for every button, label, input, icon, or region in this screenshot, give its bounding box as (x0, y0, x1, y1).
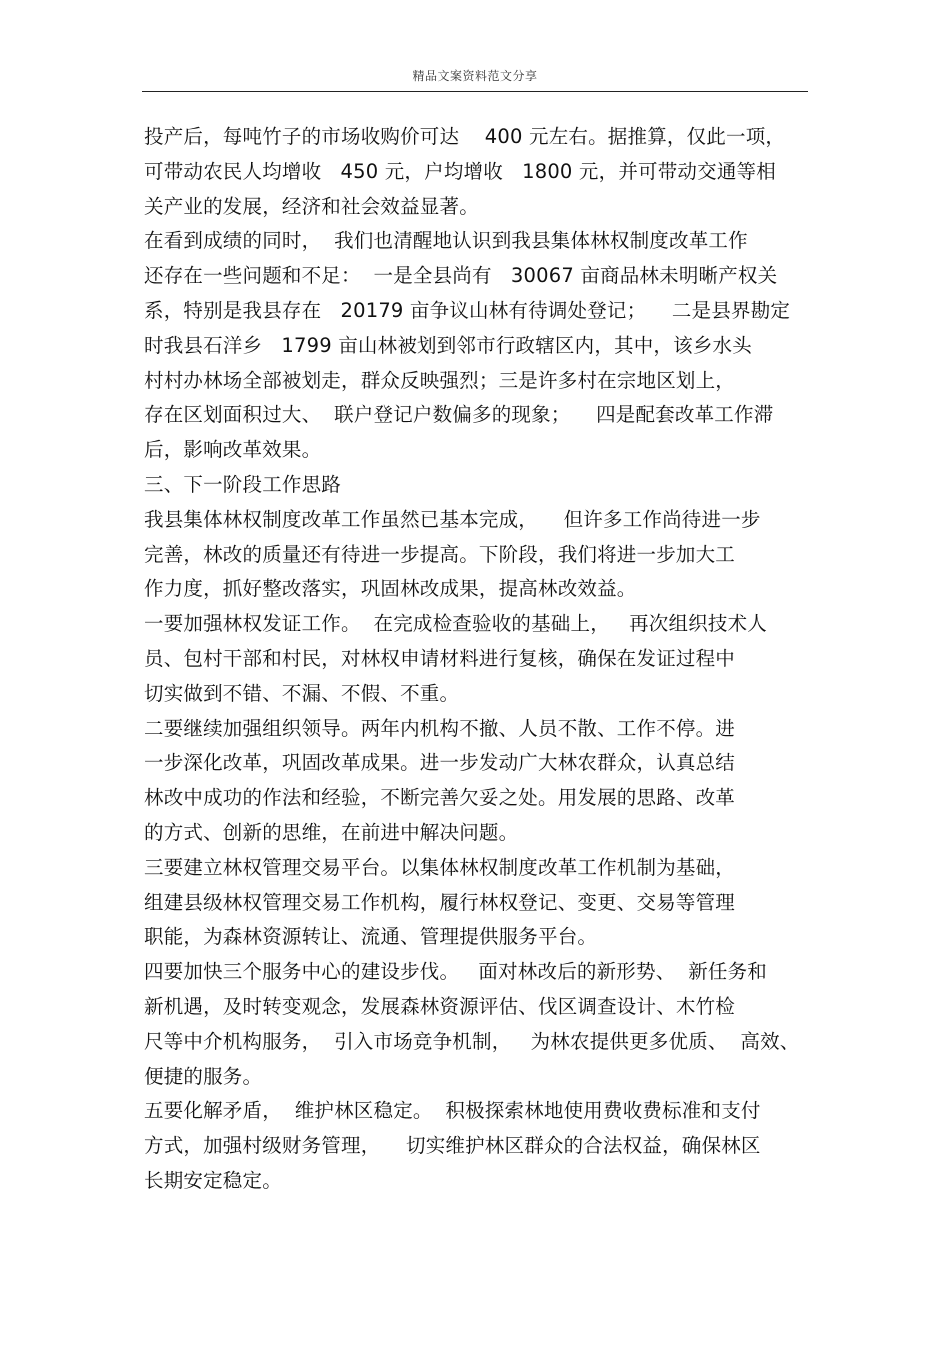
text-line: 一步深化改革，巩固改革成果。进一步发动广大林农群众，认真总结 (144, 751, 736, 775)
text-line: 新机遇，及时转变观念，发展森林资源评估、伐区调查设计、木竹检 (144, 994, 736, 1018)
text-line: 五要化解矛盾， 维护林区稳定。 积极探索林地使用费收费标准和支付 (144, 1099, 761, 1123)
text-line: 存在区划面积过大、 联户登记户数偏多的现象； 四是配套改革工作滞 (144, 403, 774, 427)
document-body (144, 120, 808, 1199)
header-divider (142, 91, 808, 92)
text-line: 的方式、创新的思维，在前进中解决问题。 (144, 820, 519, 844)
text-line: 时我县石洋乡 1799 亩山林被划到邻市行政辖区内，其中，该乡水头 (144, 333, 752, 357)
text-line: 后，影响改革效果。 (144, 438, 322, 462)
text-line: 关产业的发展，经济和社会效益显著。 (144, 194, 479, 218)
text-line: 组建县级林权管理交易工作机构，履行林权登记、变更、交易等管理 (144, 890, 736, 914)
text-line: 系，特别是我县存在 20179 亩争议山林有待调处登记； 二是县界勘定 (144, 298, 791, 322)
text-line: 在看到成绩的同时， 我们也清醒地认识到我县集体林权制度改革工作 (144, 229, 748, 253)
text-line: 可带动农民人均增收 450 元，户均增收 1800 元，并可带动交通等相 (144, 159, 776, 183)
text-line: 长期安定稳定。 (144, 1168, 282, 1192)
section-heading: 三、下一阶段工作思路 (144, 472, 342, 496)
page-header (142, 64, 808, 92)
text-line: 尺等中介机构服务， 引入市场竞争机制， 为林农提供更多优质、 高效、 (144, 1029, 800, 1053)
text-line: 完善，林改的质量还有待进一步提高。下阶段，我们将进一步加大工 (144, 542, 736, 566)
text-line: 二要继续加强组织领导。两年内机构不撤、人员不散、工作不停。进 (144, 716, 736, 740)
text-line: 林改中成功的作法和经验，不断完善欠妥之处。用发展的思路、改革 (144, 786, 736, 810)
text-line: 职能，为森林资源转让、流通、管理提供服务平台。 (144, 925, 598, 949)
header-title: 精品文案资料范文分享 (412, 69, 538, 83)
text-line: 村村办林场全部被划走，群众反映强烈；三是许多村在宗地区划上， (144, 368, 736, 392)
text-line: 三要建立林权管理交易平台。以集体林权制度改革工作机制为基础， (144, 855, 736, 879)
text-line: 便捷的服务。 (144, 1064, 263, 1088)
text-line: 作力度，抓好整改落实，巩固林改成果，提高林改效益。 (144, 577, 637, 601)
text-line: 还存在一些问题和不足： 一是全县尚有 30067 亩商品林未明晰产权关 (144, 264, 778, 288)
text-line: 四要加快三个服务中心的建设步伐。 面对林改后的新形势、 新任务和 (144, 960, 767, 984)
text-line: 员、包村干部和村民，对林权申请材料进行复核，确保在发证过程中 (144, 646, 736, 670)
text-line: 投产后，每吨竹子的市场收购价可达 400 元左右。据推算，仅此一项， (144, 125, 786, 148)
text-line: 方式，加强村级财务管理， 切实维护林区群众的合法权益，确保林区 (144, 1134, 761, 1158)
text-line: 一要加强林权发证工作。 在完成检查验收的基础上， 再次组织技术人 (144, 612, 767, 636)
text-line: 切实做到不错、不漏、不假、不重。 (144, 681, 460, 705)
text-line: 我县集体林权制度改革工作虽然已基本完成， 但许多工作尚待进一步 (144, 507, 761, 531)
